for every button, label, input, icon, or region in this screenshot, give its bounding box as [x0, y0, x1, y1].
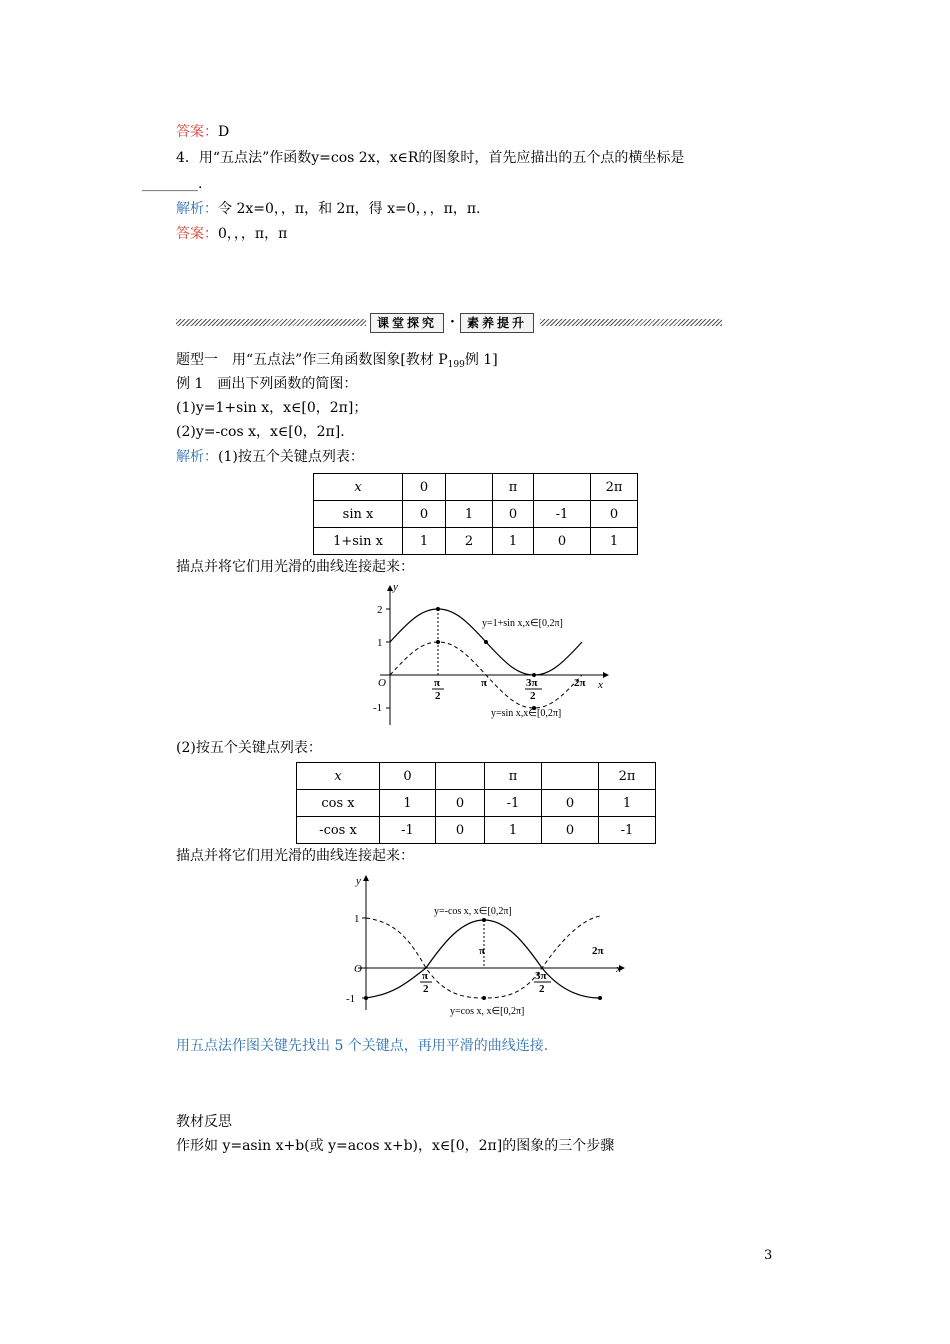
key-point [482, 918, 486, 922]
example-item-2: (2)y=-cos x，x∈[0，2π]. [176, 424, 345, 440]
plot-instruction-1: 描点并将它们用光滑的曲线连接起来： [176, 559, 414, 575]
y-label: y [356, 875, 361, 887]
table-cell: 0 [436, 817, 485, 844]
curve-neg-cos [366, 920, 600, 998]
table-cell: 1+sin x [314, 528, 403, 555]
curve-label-dashed: y=sin x,x∈[0,2π] [491, 708, 562, 719]
table-row [297, 763, 656, 790]
x-tick-denom: 2 [435, 690, 441, 702]
y-tick: 1 [377, 637, 383, 649]
y-tick: -1 [373, 702, 383, 714]
table-cell: 1 [403, 528, 446, 555]
part2-intro: (2)按五个关键点列表： [176, 740, 322, 756]
banner-hatch-right [540, 319, 722, 326]
answer-value-2: 0，，，π，π [218, 226, 288, 242]
y-tick: 1 [354, 913, 360, 925]
answer-blank: ________. [142, 176, 203, 192]
x-tick: π [434, 677, 441, 689]
answer-label: 答案： [176, 124, 218, 140]
table-cell: 2π [591, 474, 638, 501]
table-row [297, 790, 656, 817]
table-cell: -cos x [297, 817, 380, 844]
key-point [598, 996, 602, 1000]
value-table-2 [296, 762, 656, 844]
question-4-text-end: 的图象时，首先应描出的五个点的横坐标是 [418, 150, 685, 166]
example-title: 例 1 画出下列函数的简图： [176, 376, 358, 392]
section-banner [176, 312, 722, 334]
analysis-part1 [176, 447, 364, 467]
part1-intro: (1)按五个关键点列表： [218, 449, 364, 465]
key-point [484, 640, 488, 644]
answer-line-2 [176, 224, 287, 244]
reflection-text: 作形如 y=asin x+b(或 y=acos x+b)，x∈[0，2π]的图象的三个步骤 [176, 1138, 615, 1154]
table-cell: -1 [380, 817, 436, 844]
key-point [364, 996, 368, 1000]
table-cell: π [485, 763, 542, 790]
table-cell: 0 [542, 790, 599, 817]
y-label: y [393, 581, 398, 593]
value-table-1 [313, 473, 638, 555]
x-tick: 3π [535, 970, 547, 982]
type-title-text: 题型一 用“五点法”作三角函数图象[教材 P [176, 352, 448, 368]
table-cell: 0 [403, 501, 446, 528]
x-label: x [598, 679, 603, 691]
table-cell: 0 [436, 790, 485, 817]
table-cell: 0 [542, 817, 599, 844]
plot-instruction-2: 描点并将它们用光滑的曲线连接起来： [176, 848, 414, 864]
y-tick: 2 [377, 604, 383, 616]
curve-label-solid: y=1+sin x,x∈[0,2π] [482, 618, 563, 629]
table-cell: π [493, 474, 534, 501]
table-row [314, 501, 638, 528]
table-cell: 1 [591, 528, 638, 555]
table-cell: 1 [599, 790, 656, 817]
table-cell [446, 474, 493, 501]
table-cell: 0 [534, 528, 591, 555]
table-cell: 1 [380, 790, 436, 817]
table-cell: -1 [534, 501, 591, 528]
question-4 [176, 148, 684, 168]
table-cell: 0 [493, 501, 534, 528]
banner-dot: · [450, 314, 455, 330]
table-cell: 2π [599, 763, 656, 790]
table-cell [542, 763, 599, 790]
table-cell: -1 [599, 817, 656, 844]
table-cell [534, 474, 591, 501]
x-tick: 2π [574, 677, 586, 689]
x-label: x [616, 963, 621, 975]
key-point [436, 607, 440, 611]
origin-label: O [354, 963, 362, 975]
curve-label-solid: y=-cos x, x∈[0,2π] [434, 906, 512, 917]
question-4-function: y=cos 2x，x∈R [311, 150, 419, 166]
banner-tag-left: 课堂探究 [370, 313, 444, 333]
answer-label-2: 答案： [176, 226, 218, 242]
table-cell: x [297, 763, 380, 790]
method-tip: 用五点法作图关键先找出 5 个关键点，再用平滑的曲线连接. [176, 1038, 549, 1054]
banner-hatch-left [176, 319, 366, 326]
analysis-label-2: 解析： [176, 449, 218, 465]
table-cell: 1 [485, 817, 542, 844]
table-cell: -1 [485, 790, 542, 817]
x-tick: π [479, 945, 486, 957]
x-tick-denom: 2 [539, 983, 545, 995]
type-title-end: 例 1] [464, 352, 498, 368]
table-cell: 1 [493, 528, 534, 555]
table-cell: 0 [403, 474, 446, 501]
table-cell: sin x [314, 501, 403, 528]
y-tick: -1 [346, 993, 356, 1005]
table-row [314, 474, 638, 501]
graph-2 [340, 870, 640, 1020]
key-point [436, 640, 440, 644]
x-tick: π [481, 677, 488, 689]
answer-value: D [218, 124, 230, 140]
curve-label-dashed: y=cos x, x∈[0,2π] [450, 1006, 525, 1017]
banner-tag-right: 素养提升 [460, 313, 534, 333]
type-title-page: 199 [447, 360, 465, 370]
table-row [314, 528, 638, 555]
answer-line-1 [176, 122, 229, 142]
table-cell: cos x [297, 790, 380, 817]
table-cell: 0 [591, 501, 638, 528]
table-cell: 1 [446, 501, 493, 528]
question-4-text: 4．用“五点法”作函数 [176, 150, 312, 166]
table-cell: x [314, 474, 403, 501]
origin-label: O [378, 677, 386, 689]
reflection-title: 教材反思 [176, 1114, 232, 1130]
analysis-label: 解析： [176, 201, 218, 217]
type-title [176, 350, 498, 375]
page-number: 3 [764, 1248, 773, 1263]
table-cell: 2 [446, 528, 493, 555]
table-cell [436, 763, 485, 790]
table-row [297, 817, 656, 844]
x-tick: 2π [592, 945, 604, 957]
analysis-line [176, 199, 481, 219]
x-tick-denom: 2 [423, 983, 429, 995]
example-item-1: (1)y=1+sin x，x∈[0，2π]； [176, 400, 368, 416]
x-tick-denom: 2 [530, 690, 536, 702]
graph-1 [360, 580, 620, 730]
key-point [482, 996, 486, 1000]
analysis-text: 令 2x=0，，π，和 2π，得 x=0，，，π，π. [218, 201, 481, 217]
x-tick: π [422, 970, 429, 982]
x-tick: 3π [526, 677, 538, 689]
table-cell: 0 [380, 763, 436, 790]
